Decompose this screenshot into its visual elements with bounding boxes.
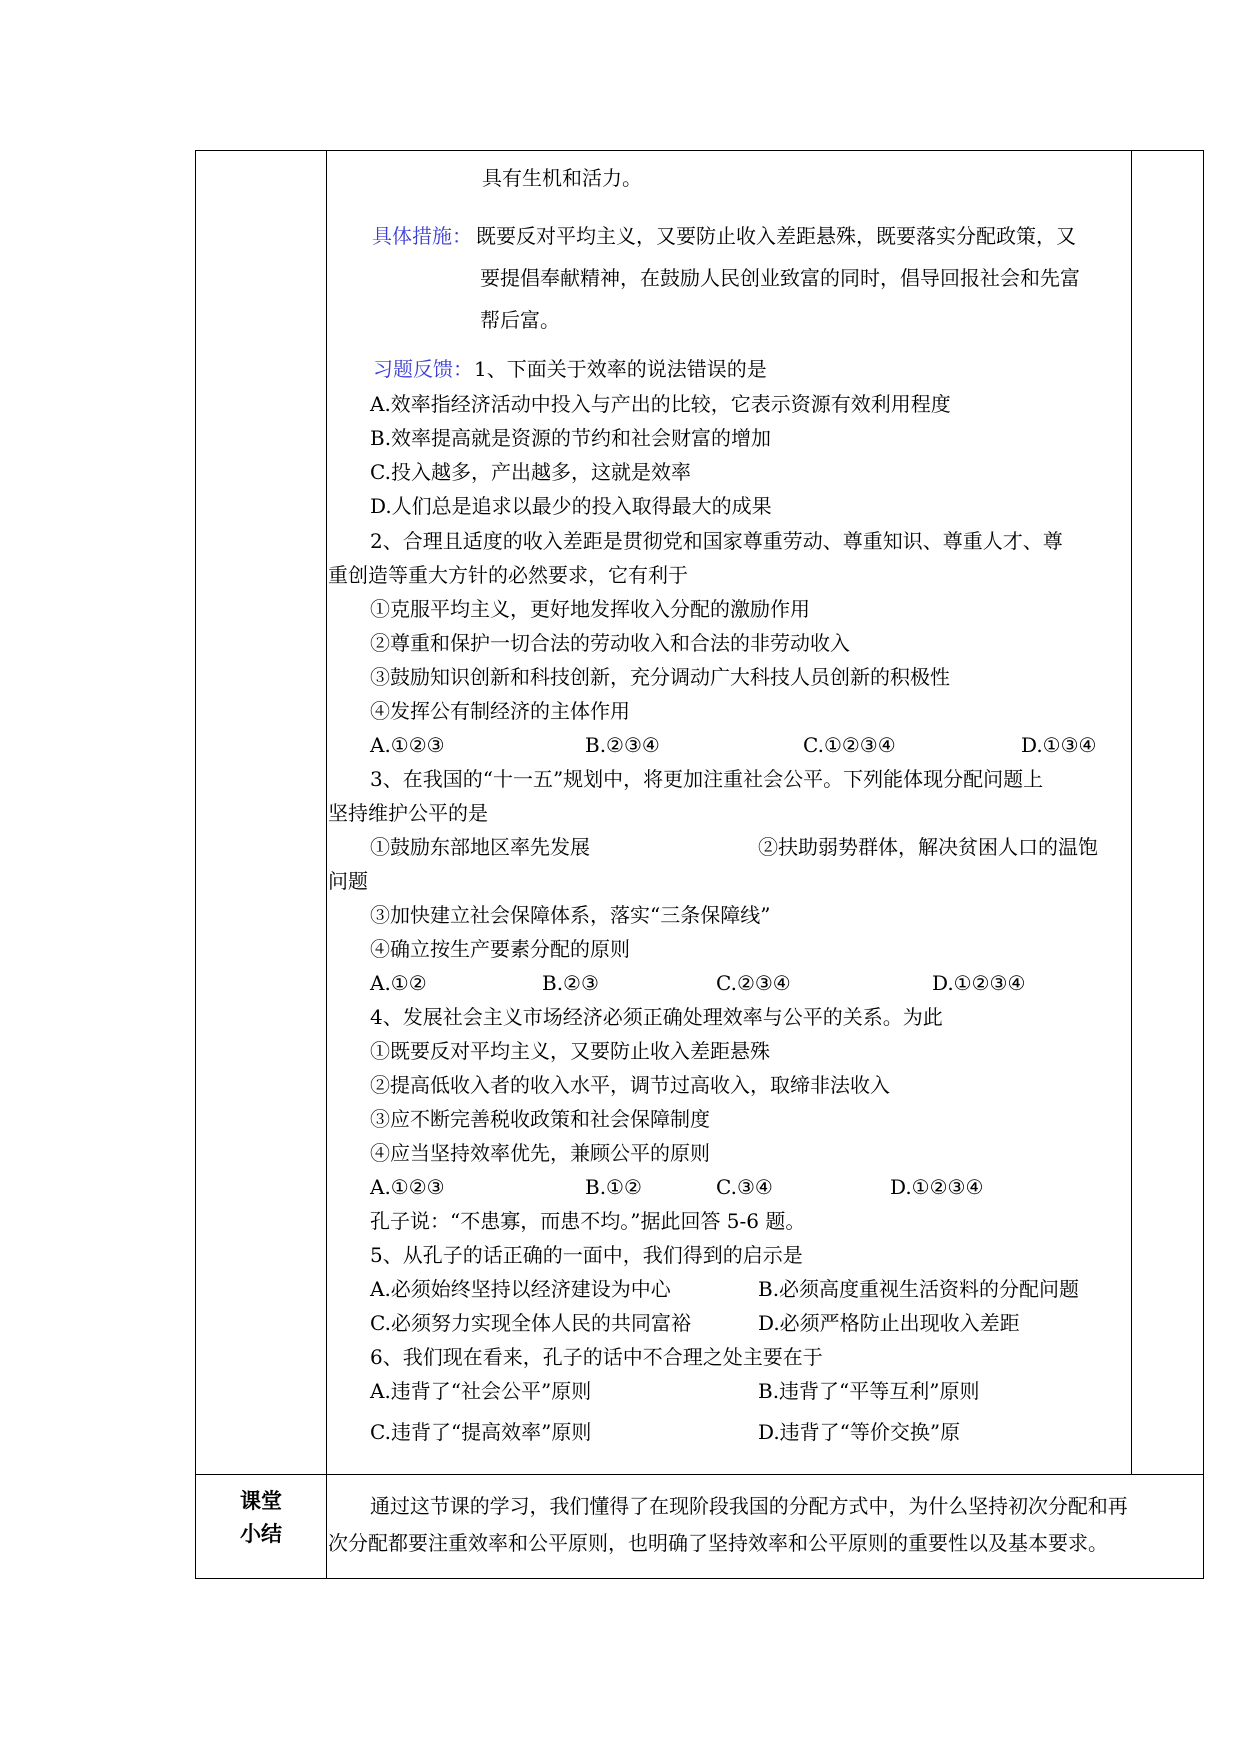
row-divider [195, 1474, 1203, 1475]
q4-item-4: ④应当坚持效率优先，兼顾公平的原则 [370, 1141, 710, 1165]
q4-stem: 4、发展社会主义市场经济必须正确处理效率与公平的关系。为此 [370, 1005, 943, 1029]
q2-stem-line-2: 重创造等重大方针的必然要求，它有利于 [328, 563, 688, 587]
q3-item-3: ③加快建立社会保障体系，落实“三条保障线” [370, 903, 771, 927]
q4-item-2: ②提高低收入者的收入水平，调节过高收入，取缔非法收入 [370, 1073, 890, 1097]
q5-choice-d: D.必须严格防止出现收入差距 [758, 1311, 1020, 1335]
summary-heading-line-1: 课堂 [240, 1488, 282, 1513]
q3-choice-c: C.②③④ [716, 971, 791, 995]
q6-stem: 6、我们现在看来，孔子的话中不合理之处主要在于 [370, 1345, 823, 1369]
q4-choice-b: B.①② [585, 1175, 642, 1199]
vitality-line: 具有生机和活力。 [482, 166, 642, 190]
q3-item-1: ①鼓励东部地区率先发展 [370, 835, 590, 859]
q3-item-2-cont: 问题 [328, 869, 368, 893]
q3-stem-line-2: 坚持维护公平的是 [328, 801, 488, 825]
table-right-border [1203, 150, 1204, 1579]
summary-line-2: 次分配都要注重效率和公平原则，也明确了坚持效率和公平原则的重要性以及基本要求。 [328, 1531, 1108, 1555]
table-left-border [195, 150, 196, 1579]
q2-item-3: ③鼓励知识创新和科技创新，充分调动广大科技人员创新的积极性 [370, 665, 950, 689]
table-bottom-border [195, 1578, 1203, 1579]
notes-column-divider [1131, 150, 1132, 1475]
column-divider [326, 150, 327, 1579]
q3-item-2: ②扶助弱势群体，解决贫困人口的温饱 [758, 835, 1098, 859]
q1-stem: 1、下面关于效率的说法错误的是 [474, 357, 767, 381]
q4-item-3: ③应不断完善税收政策和社会保障制度 [370, 1107, 710, 1131]
q6-choice-c: C.违背了“提高效率”原则 [370, 1420, 592, 1444]
q1-option-d: D.人们总是追求以最少的投入取得最大的成果 [370, 494, 772, 518]
q3-choice-b: B.②③ [542, 971, 599, 995]
q4-choice-c: C.③④ [716, 1175, 773, 1199]
q3-choice-a: A.①② [370, 971, 427, 995]
q6-choice-a: A.违背了“社会公平”原则 [370, 1379, 592, 1403]
q3-choice-d: D.①②③④ [932, 971, 1026, 995]
q2-stem-line-1: 2、合理且适度的收入差距是贯彻党和国家尊重劳动、尊重知识、尊重人才、尊 [370, 529, 1063, 553]
table-top-border [195, 150, 1203, 151]
q5-choice-c: C.必须努力实现全体人民的共同富裕 [370, 1311, 691, 1335]
feedback-label: 习题反馈： [373, 357, 473, 381]
summary-line-1: 通过这节课的学习，我们懂得了在现阶段我国的分配方式中，为什么坚持初次分配和再 [370, 1494, 1128, 1518]
q1-option-a: A.效率指经济活动中投入与产出的比较，它表示资源有效利用程度 [370, 392, 951, 416]
q2-item-4: ④发挥公有制经济的主体作用 [370, 699, 630, 723]
q6-choice-d: D.违背了“等价交换”原 [758, 1420, 961, 1444]
q5-stem: 5、从孔子的话正确的一面中，我们得到的启示是 [370, 1243, 803, 1267]
q1-option-b: B.效率提高就是资源的节约和社会财富的增加 [370, 426, 772, 450]
measures-line-1: 既要反对平均主义，又要防止收入差距悬殊，既要落实分配政策，又 [476, 224, 1076, 248]
q2-choice-b: B.②③④ [585, 733, 660, 757]
q4-choice-a: A.①②③ [370, 1175, 445, 1199]
q2-item-1: ①克服平均主义，更好地发挥收入分配的激励作用 [370, 597, 810, 621]
q5-choice-a: A.必须始终坚持以经济建设为中心 [370, 1277, 671, 1301]
measures-line-3: 帮后富。 [480, 308, 560, 332]
summary-heading-line-2: 小结 [240, 1521, 282, 1546]
q2-choice-d: D.①③④ [1021, 733, 1097, 757]
q3-stem-line-1: 3、在我国的“十一五”规划中，将更加注重社会公平。下列能体现分配问题上 [370, 767, 1044, 791]
q2-choice-a: A.①②③ [370, 733, 445, 757]
measures-label: 具体措施： [372, 224, 472, 248]
confucius-intro: 孔子说：“不患寡，而患不均。”据此回答 5-6 题。 [370, 1209, 806, 1233]
q1-option-c: C.投入越多，产出越多，这就是效率 [370, 460, 691, 484]
q2-choice-c: C.①②③④ [803, 733, 896, 757]
q2-item-2: ②尊重和保护一切合法的劳动收入和合法的非劳动收入 [370, 631, 850, 655]
q5-choice-b: B.必须高度重视生活资料的分配问题 [758, 1277, 1080, 1301]
q6-choice-b: B.违背了“平等互利”原则 [758, 1379, 980, 1403]
q3-item-4: ④确立按生产要素分配的原则 [370, 937, 630, 961]
q4-choice-d: D.①②③④ [890, 1175, 984, 1199]
measures-line-2: 要提倡奉献精神，在鼓励人民创业致富的同时，倡导回报社会和先富 [480, 266, 1080, 290]
q4-item-1: ①既要反对平均主义，又要防止收入差距悬殊 [370, 1039, 770, 1063]
